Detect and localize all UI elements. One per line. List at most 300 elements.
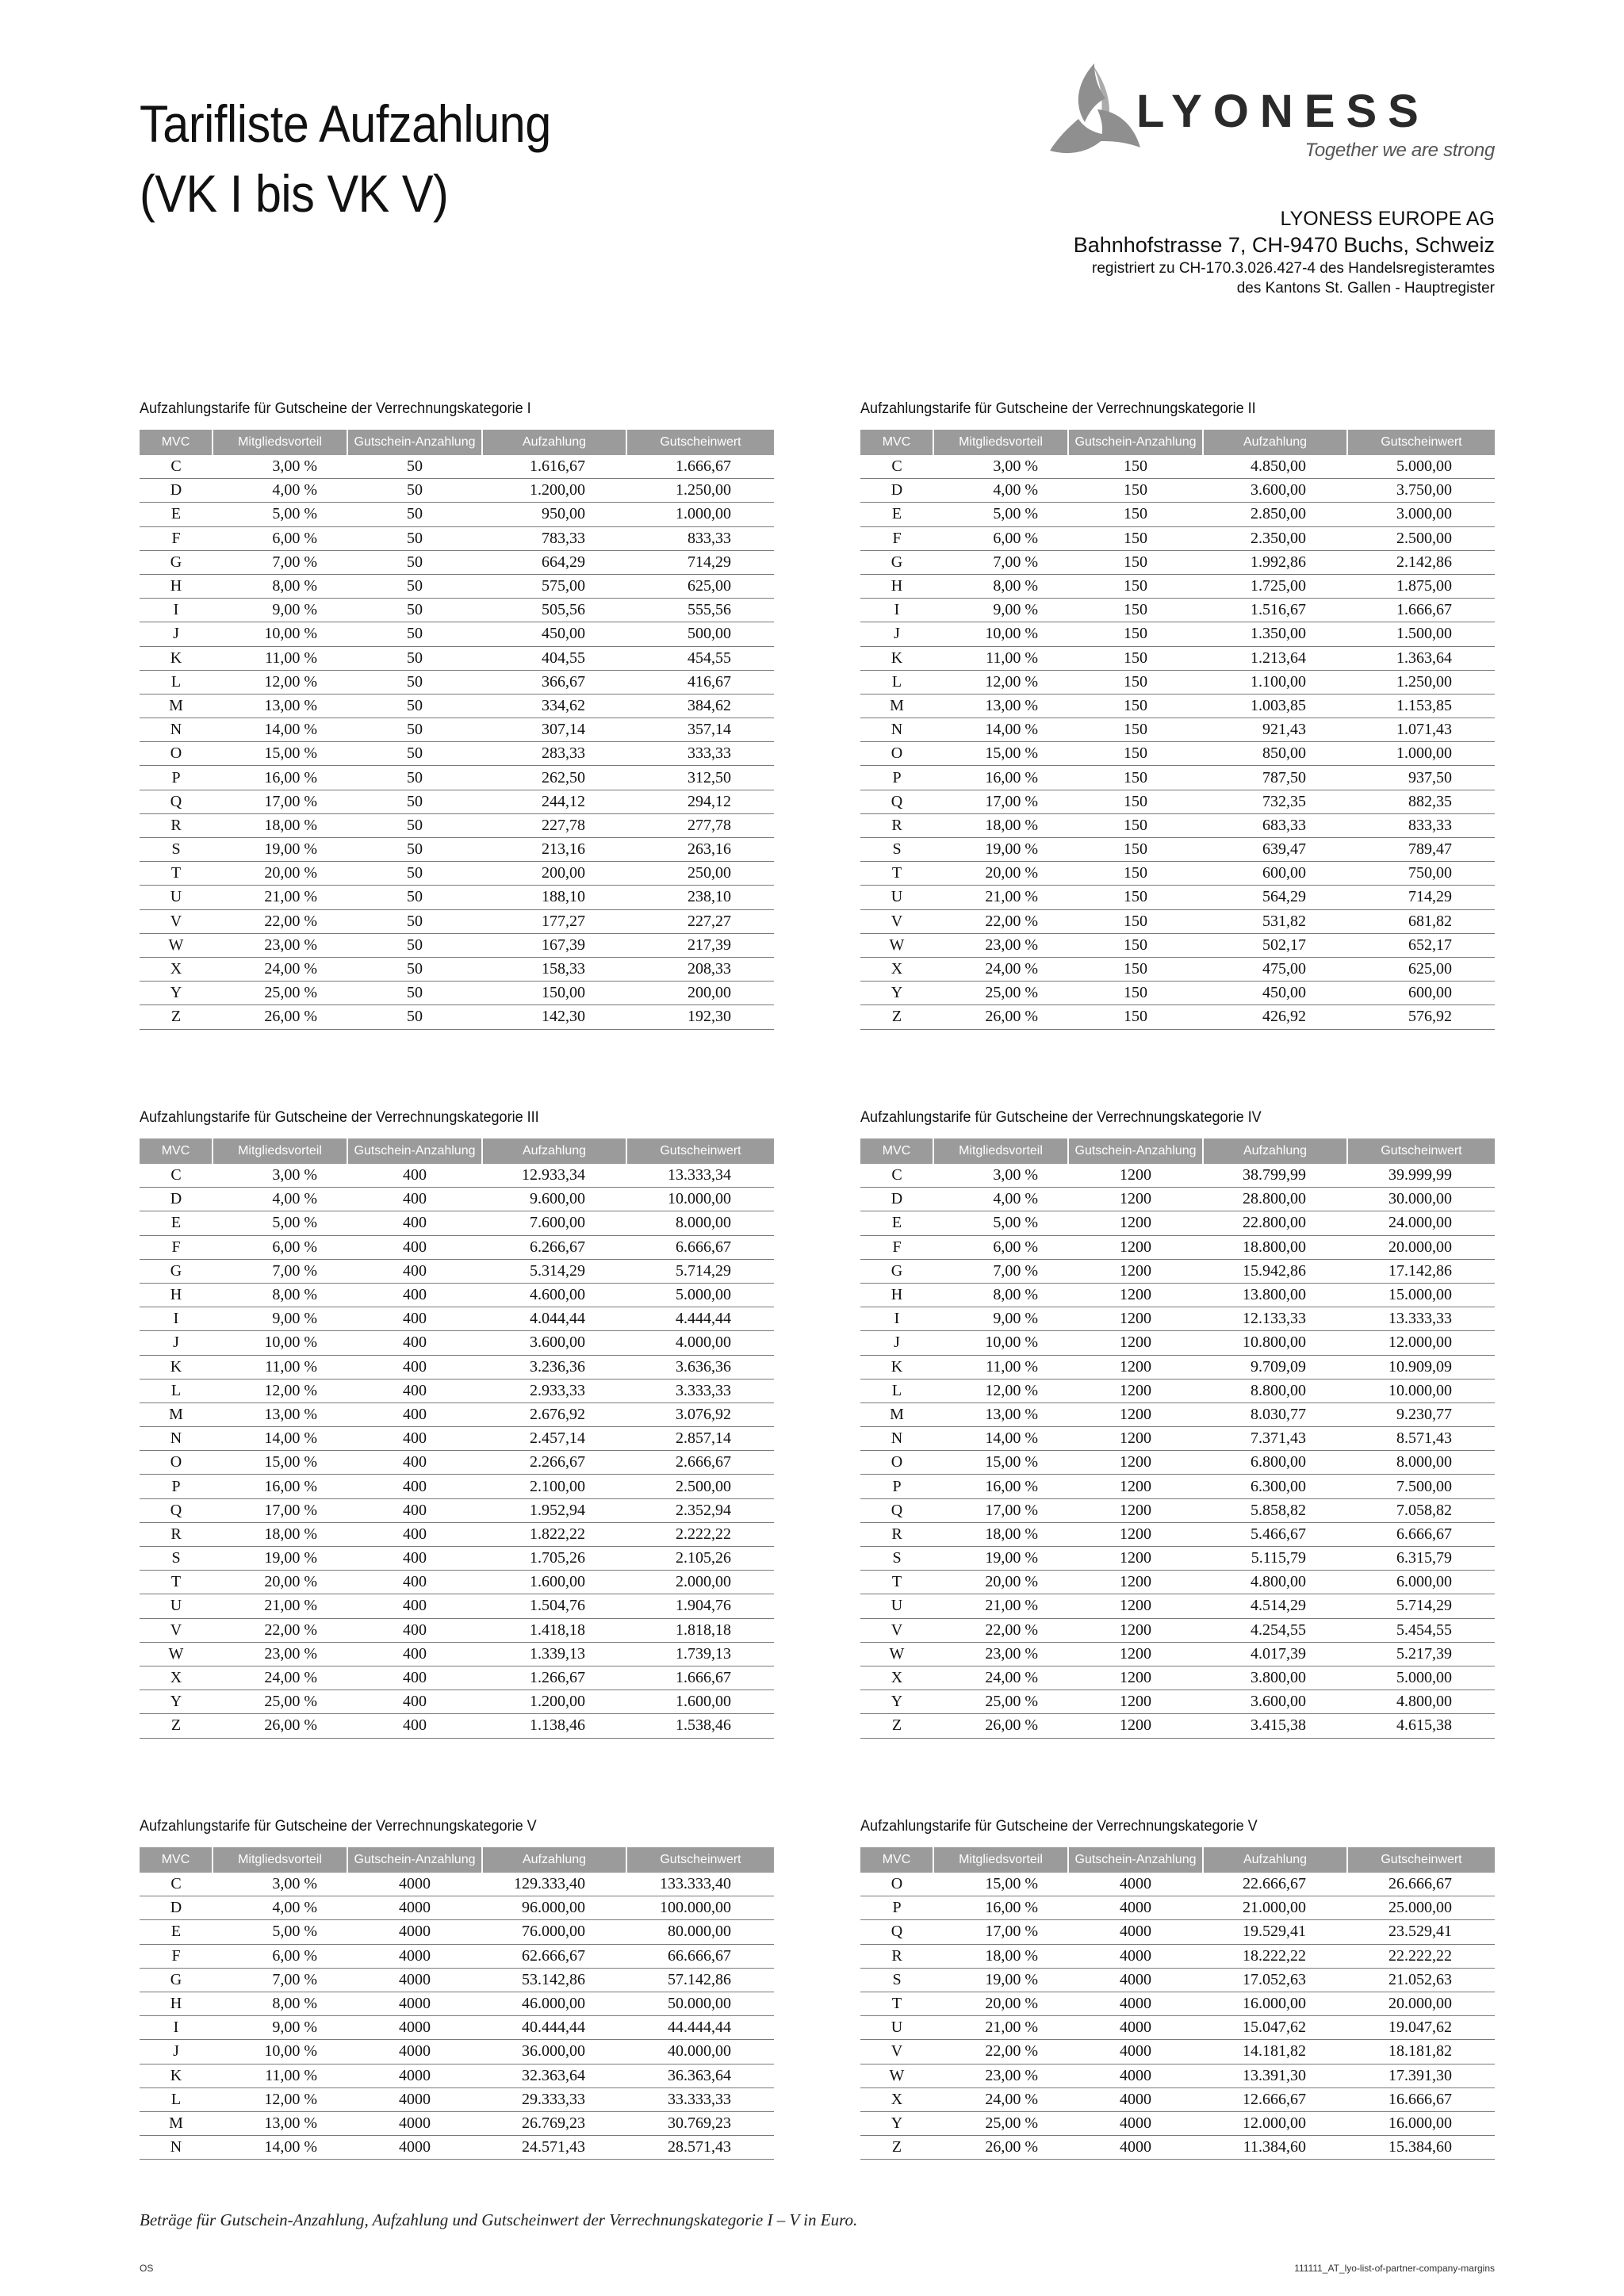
cell-gutschein-anzahlung: 50 xyxy=(347,479,482,503)
cell-gutschein-anzahlung: 4000 xyxy=(347,1873,482,1896)
table-row xyxy=(860,1164,1495,1188)
cell-mitgliedsvorteil: 26,00 % xyxy=(933,1714,1068,1738)
column-header-gutschein-anzahlung: Gutschein-Anzahlung xyxy=(347,1138,482,1164)
cell-gutscheinwert: 10.000,00 xyxy=(626,1188,774,1211)
cell-gutschein-anzahlung: 1200 xyxy=(1068,1211,1203,1235)
cell-gutschein-anzahlung: 50 xyxy=(347,718,482,742)
table-row xyxy=(860,1355,1495,1379)
cell-mvc: W xyxy=(140,933,213,957)
cell-aufzahlung: 950,00 xyxy=(482,503,626,526)
table-row xyxy=(860,455,1495,479)
table-row xyxy=(140,2111,774,2135)
cell-gutschein-anzahlung: 150 xyxy=(1068,479,1203,503)
cell-aufzahlung: 5.466,67 xyxy=(1203,1522,1347,1546)
column-header-mvc: MVC xyxy=(140,1138,213,1164)
cell-mvc: S xyxy=(860,838,933,862)
table-row xyxy=(140,909,774,933)
cell-gutscheinwert: 15.000,00 xyxy=(1347,1283,1495,1307)
cell-gutscheinwert: 57.142,86 xyxy=(626,1968,774,1992)
cell-aufzahlung: 1.200,00 xyxy=(482,479,626,503)
cell-mitgliedsvorteil: 11,00 % xyxy=(933,1355,1068,1379)
table-row xyxy=(140,526,774,550)
cell-mitgliedsvorteil: 3,00 % xyxy=(933,1164,1068,1188)
column-header-gutschein-anzahlung: Gutschein-Anzahlung xyxy=(1068,1138,1203,1164)
cell-gutscheinwert: 2.352,94 xyxy=(626,1498,774,1522)
cell-gutscheinwert: 26.666,67 xyxy=(1347,1873,1495,1896)
table-row xyxy=(860,599,1495,622)
cell-mitgliedsvorteil: 9,00 % xyxy=(213,2016,347,2040)
cell-gutschein-anzahlung: 4000 xyxy=(347,2087,482,2111)
cell-mitgliedsvorteil: 16,00 % xyxy=(213,766,347,790)
cell-gutschein-anzahlung: 400 xyxy=(347,1451,482,1475)
cell-mitgliedsvorteil: 8,00 % xyxy=(213,1283,347,1307)
cell-mitgliedsvorteil: 15,00 % xyxy=(933,1451,1068,1475)
cell-mitgliedsvorteil: 16,00 % xyxy=(933,1896,1068,1920)
cell-gutschein-anzahlung: 50 xyxy=(347,574,482,598)
cell-gutschein-anzahlung: 150 xyxy=(1068,503,1203,526)
cell-mvc: Q xyxy=(860,790,933,813)
cell-mvc: T xyxy=(860,862,933,886)
cell-mitgliedsvorteil: 4,00 % xyxy=(213,1188,347,1211)
cell-mitgliedsvorteil: 3,00 % xyxy=(213,1873,347,1896)
cell-aufzahlung: 1.725,00 xyxy=(1203,574,1347,598)
table-header-row xyxy=(140,1847,774,1873)
cell-mvc: V xyxy=(860,1618,933,1642)
cell-aufzahlung: 188,10 xyxy=(482,886,626,909)
table-row xyxy=(140,1402,774,1426)
cell-mitgliedsvorteil: 25,00 % xyxy=(213,982,347,1005)
cell-mitgliedsvorteil: 10,00 % xyxy=(213,1331,347,1355)
cell-mitgliedsvorteil: 4,00 % xyxy=(213,1896,347,1920)
cell-gutscheinwert: 1.600,00 xyxy=(626,1690,774,1714)
column-header-aufzahlung: Aufzahlung xyxy=(1203,1138,1347,1164)
cell-mitgliedsvorteil: 16,00 % xyxy=(213,1475,347,1498)
cell-mitgliedsvorteil: 6,00 % xyxy=(213,1235,347,1259)
cell-mvc: N xyxy=(860,1427,933,1451)
table-row xyxy=(140,1594,774,1618)
cell-gutschein-anzahlung: 150 xyxy=(1068,526,1203,550)
table-row xyxy=(860,574,1495,598)
cell-gutscheinwert: 2.666,67 xyxy=(626,1451,774,1475)
cell-aufzahlung: 11.384,60 xyxy=(1203,2136,1347,2160)
cell-aufzahlung: 1.504,76 xyxy=(482,1594,626,1618)
cell-mvc: L xyxy=(140,1379,213,1402)
cell-aufzahlung: 787,50 xyxy=(1203,766,1347,790)
table-row xyxy=(140,1427,774,1451)
cell-gutscheinwert: 5.000,00 xyxy=(1347,455,1495,479)
cell-aufzahlung: 1.822,22 xyxy=(482,1522,626,1546)
cell-mitgliedsvorteil: 25,00 % xyxy=(933,982,1068,1005)
table-row xyxy=(860,1968,1495,1992)
cell-mvc: X xyxy=(860,1666,933,1689)
table-row xyxy=(860,1211,1495,1235)
cell-aufzahlung: 505,56 xyxy=(482,599,626,622)
cell-gutschein-anzahlung: 4000 xyxy=(347,2111,482,2135)
cell-gutscheinwert: 625,00 xyxy=(1347,957,1495,981)
cell-aufzahlung: 14.181,82 xyxy=(1203,2040,1347,2064)
table-row xyxy=(860,622,1495,646)
cell-mitgliedsvorteil: 9,00 % xyxy=(933,1307,1068,1331)
cell-mvc: O xyxy=(860,1451,933,1475)
cell-gutschein-anzahlung: 50 xyxy=(347,526,482,550)
cell-mvc: G xyxy=(860,550,933,574)
cell-aufzahlung: 2.350,00 xyxy=(1203,526,1347,550)
cell-gutschein-anzahlung: 4000 xyxy=(347,2040,482,2064)
tariff-table xyxy=(860,430,1495,1030)
cell-mvc: K xyxy=(860,1355,933,1379)
cell-mitgliedsvorteil: 15,00 % xyxy=(933,1873,1068,1896)
cell-mitgliedsvorteil: 5,00 % xyxy=(213,1920,347,1944)
cell-gutscheinwert: 1.363,64 xyxy=(1347,646,1495,670)
cell-gutscheinwert: 833,33 xyxy=(1347,813,1495,837)
cell-mvc: S xyxy=(860,1547,933,1571)
cell-gutschein-anzahlung: 1200 xyxy=(1068,1547,1203,1571)
cell-mitgliedsvorteil: 13,00 % xyxy=(213,694,347,718)
cell-gutscheinwert: 3.076,92 xyxy=(626,1402,774,1426)
tariff-table xyxy=(140,430,774,1030)
table-row xyxy=(140,1379,774,1402)
cell-aufzahlung: 1.992,86 xyxy=(1203,550,1347,574)
cell-mitgliedsvorteil: 18,00 % xyxy=(933,813,1068,837)
cell-mitgliedsvorteil: 7,00 % xyxy=(213,1968,347,1992)
cell-gutschein-anzahlung: 50 xyxy=(347,790,482,813)
cell-mvc: J xyxy=(140,622,213,646)
cell-mvc: L xyxy=(860,670,933,694)
cell-aufzahlung: 12.000,00 xyxy=(1203,2111,1347,2135)
cell-aufzahlung: 4.600,00 xyxy=(482,1283,626,1307)
cell-mvc: X xyxy=(140,957,213,981)
cell-gutschein-anzahlung: 50 xyxy=(347,622,482,646)
cell-gutscheinwert: 1.500,00 xyxy=(1347,622,1495,646)
cell-gutschein-anzahlung: 1200 xyxy=(1068,1427,1203,1451)
cell-gutschein-anzahlung: 4000 xyxy=(347,2016,482,2040)
cell-aufzahlung: 10.800,00 xyxy=(1203,1331,1347,1355)
table-row xyxy=(860,982,1495,1005)
cell-mitgliedsvorteil: 3,00 % xyxy=(213,1164,347,1188)
cell-mitgliedsvorteil: 22,00 % xyxy=(933,2040,1068,2064)
cell-aufzahlung: 1.705,26 xyxy=(482,1547,626,1571)
cell-gutscheinwert: 312,50 xyxy=(626,766,774,790)
cell-mvc: M xyxy=(140,694,213,718)
table-row xyxy=(140,1571,774,1594)
cell-mitgliedsvorteil: 17,00 % xyxy=(933,790,1068,813)
cell-mitgliedsvorteil: 15,00 % xyxy=(213,742,347,766)
table-row xyxy=(860,1618,1495,1642)
cell-gutscheinwert: 576,92 xyxy=(1347,1005,1495,1029)
table-row xyxy=(860,1594,1495,1618)
cell-gutscheinwert: 133.333,40 xyxy=(626,1873,774,1896)
cell-gutscheinwert: 17.142,86 xyxy=(1347,1259,1495,1283)
cell-mitgliedsvorteil: 9,00 % xyxy=(933,599,1068,622)
cell-mvc: P xyxy=(860,1475,933,1498)
cell-mitgliedsvorteil: 12,00 % xyxy=(213,670,347,694)
cell-aufzahlung: 8.800,00 xyxy=(1203,1379,1347,1402)
cell-gutschein-anzahlung: 1200 xyxy=(1068,1498,1203,1522)
cell-gutschein-anzahlung: 50 xyxy=(347,599,482,622)
cell-mvc: X xyxy=(860,2087,933,2111)
cell-aufzahlung: 850,00 xyxy=(1203,742,1347,766)
cell-gutschein-anzahlung: 150 xyxy=(1068,766,1203,790)
cell-gutschein-anzahlung: 1200 xyxy=(1068,1307,1203,1331)
cell-aufzahlung: 129.333,40 xyxy=(482,1873,626,1896)
cell-gutscheinwert: 7.058,82 xyxy=(1347,1498,1495,1522)
table-row xyxy=(860,1920,1495,1944)
cell-mvc: E xyxy=(140,503,213,526)
cell-gutschein-anzahlung: 400 xyxy=(347,1498,482,1522)
page-title-line-1: Tarifliste Aufzahlung xyxy=(140,94,551,153)
cell-gutscheinwert: 16.666,67 xyxy=(1347,2087,1495,2111)
cell-aufzahlung: 426,92 xyxy=(1203,1005,1347,1029)
cell-mitgliedsvorteil: 10,00 % xyxy=(213,622,347,646)
cell-gutscheinwert: 555,56 xyxy=(626,599,774,622)
cell-mvc: G xyxy=(140,1968,213,1992)
cell-mitgliedsvorteil: 8,00 % xyxy=(933,1283,1068,1307)
cell-mitgliedsvorteil: 7,00 % xyxy=(213,550,347,574)
cell-aufzahlung: 4.254,55 xyxy=(1203,1618,1347,1642)
table-row xyxy=(140,2016,774,2040)
company-address: Bahnhofstrasse 7, CH-9470 Buchs, Schweiz xyxy=(1073,233,1495,257)
cell-gutscheinwert: 277,78 xyxy=(626,813,774,837)
table-row xyxy=(140,813,774,837)
column-header-aufzahlung: Aufzahlung xyxy=(1203,1847,1347,1873)
cell-gutscheinwert: 357,14 xyxy=(626,718,774,742)
table-row xyxy=(860,1379,1495,1402)
table-row xyxy=(860,1522,1495,1546)
cell-gutscheinwert: 66.666,67 xyxy=(626,1944,774,1968)
cell-mitgliedsvorteil: 21,00 % xyxy=(933,886,1068,909)
cell-mitgliedsvorteil: 7,00 % xyxy=(933,1259,1068,1283)
cell-gutschein-anzahlung: 400 xyxy=(347,1402,482,1426)
cell-mvc: H xyxy=(860,1283,933,1307)
column-header-mitgliedsvorteil: Mitgliedsvorteil xyxy=(213,1847,347,1873)
cell-gutschein-anzahlung: 4000 xyxy=(1068,2064,1203,2087)
tariff-table xyxy=(140,1847,774,2160)
cell-aufzahlung: 6.266,67 xyxy=(482,1235,626,1259)
column-header-gutschein-anzahlung: Gutschein-Anzahlung xyxy=(1068,430,1203,455)
cell-mitgliedsvorteil: 24,00 % xyxy=(213,957,347,981)
cell-aufzahlung: 38.799,99 xyxy=(1203,1164,1347,1188)
table-row xyxy=(140,1188,774,1211)
table-row xyxy=(860,1571,1495,1594)
cell-gutschein-anzahlung: 4000 xyxy=(1068,2136,1203,2160)
cell-gutschein-anzahlung: 150 xyxy=(1068,694,1203,718)
table-row xyxy=(860,2040,1495,2064)
cell-aufzahlung: 664,29 xyxy=(482,550,626,574)
cell-aufzahlung: 3.600,00 xyxy=(482,1331,626,1355)
cell-mvc: Z xyxy=(860,1714,933,1738)
cell-gutschein-anzahlung: 400 xyxy=(347,1283,482,1307)
cell-mitgliedsvorteil: 20,00 % xyxy=(933,1571,1068,1594)
cell-aufzahlung: 4.800,00 xyxy=(1203,1571,1347,1594)
tariff-section-vk5-part1 xyxy=(140,1817,774,2160)
cell-gutscheinwert: 80.000,00 xyxy=(626,1920,774,1944)
cell-gutscheinwert: 5.000,00 xyxy=(626,1283,774,1307)
table-row xyxy=(860,1690,1495,1714)
cell-mvc: N xyxy=(860,718,933,742)
table-row xyxy=(140,1451,774,1475)
cell-gutscheinwert: 5.714,29 xyxy=(626,1259,774,1283)
cell-gutscheinwert: 714,29 xyxy=(626,550,774,574)
cell-gutschein-anzahlung: 1200 xyxy=(1068,1666,1203,1689)
cell-gutschein-anzahlung: 150 xyxy=(1068,957,1203,981)
cell-mitgliedsvorteil: 19,00 % xyxy=(933,838,1068,862)
cell-aufzahlung: 783,33 xyxy=(482,526,626,550)
cell-mitgliedsvorteil: 13,00 % xyxy=(213,2111,347,2135)
cell-gutscheinwert: 789,47 xyxy=(1347,838,1495,862)
cell-mvc: P xyxy=(140,766,213,790)
cell-mitgliedsvorteil: 8,00 % xyxy=(933,574,1068,598)
table-row xyxy=(140,503,774,526)
cell-mitgliedsvorteil: 10,00 % xyxy=(933,1331,1068,1355)
table-row xyxy=(860,2064,1495,2087)
table-row xyxy=(860,1188,1495,1211)
cell-aufzahlung: 1.350,00 xyxy=(1203,622,1347,646)
cell-mvc: E xyxy=(140,1211,213,1235)
cell-mvc: T xyxy=(860,1992,933,2015)
table-row xyxy=(860,766,1495,790)
cell-gutscheinwert: 24.000,00 xyxy=(1347,1211,1495,1235)
cell-mvc: O xyxy=(860,1873,933,1896)
footer-note: Beträge für Gutschein-Anzahlung, Aufzahlung und Gutscheinwert der Verrechnungskategorie I – V in Euro. xyxy=(140,2210,858,2229)
cell-gutschein-anzahlung: 150 xyxy=(1068,790,1203,813)
table-row xyxy=(860,1307,1495,1331)
cell-gutschein-anzahlung: 150 xyxy=(1068,646,1203,670)
section-caption: Aufzahlungstarife für Gutscheine der Verrechnungskategorie III xyxy=(140,1109,539,1126)
cell-gutscheinwert: 10.000,00 xyxy=(1347,1379,1495,1402)
cell-mvc: I xyxy=(140,2016,213,2040)
cell-aufzahlung: 283,33 xyxy=(482,742,626,766)
cell-gutscheinwert: 2.857,14 xyxy=(626,1427,774,1451)
cell-mitgliedsvorteil: 24,00 % xyxy=(933,1666,1068,1689)
cell-mitgliedsvorteil: 26,00 % xyxy=(933,2136,1068,2160)
cell-gutscheinwert: 333,33 xyxy=(626,742,774,766)
cell-mvc: Y xyxy=(860,2111,933,2135)
table-row xyxy=(140,1164,774,1188)
table-row xyxy=(860,1498,1495,1522)
cell-mvc: F xyxy=(140,1235,213,1259)
cell-gutschein-anzahlung: 50 xyxy=(347,766,482,790)
cell-gutscheinwert: 33.333,33 xyxy=(626,2087,774,2111)
cell-mvc: K xyxy=(860,646,933,670)
table-row xyxy=(860,1666,1495,1689)
table-header-row xyxy=(860,1847,1495,1873)
cell-aufzahlung: 1.003,85 xyxy=(1203,694,1347,718)
cell-mvc: P xyxy=(860,766,933,790)
cell-gutschein-anzahlung: 1200 xyxy=(1068,1475,1203,1498)
cell-aufzahlung: 18.222,22 xyxy=(1203,1944,1347,1968)
cell-aufzahlung: 450,00 xyxy=(1203,982,1347,1005)
company-register-line-1: registriert zu CH-170.3.026.427-4 des Handelsregisteramtes xyxy=(1092,260,1495,277)
cell-mitgliedsvorteil: 19,00 % xyxy=(213,838,347,862)
cell-mitgliedsvorteil: 23,00 % xyxy=(213,933,347,957)
cell-gutschein-anzahlung: 50 xyxy=(347,886,482,909)
cell-mvc: H xyxy=(860,574,933,598)
cell-gutschein-anzahlung: 400 xyxy=(347,1666,482,1689)
cell-mitgliedsvorteil: 13,00 % xyxy=(213,1402,347,1426)
cell-aufzahlung: 1.266,67 xyxy=(482,1666,626,1689)
cell-mitgliedsvorteil: 22,00 % xyxy=(933,909,1068,933)
cell-mitgliedsvorteil: 11,00 % xyxy=(213,646,347,670)
table-row xyxy=(860,1475,1495,1498)
cell-gutscheinwert: 22.222,22 xyxy=(1347,1944,1495,1968)
table-row xyxy=(860,1402,1495,1426)
cell-mvc: G xyxy=(140,550,213,574)
table-header-row xyxy=(140,430,774,455)
cell-aufzahlung: 167,39 xyxy=(482,933,626,957)
table-row xyxy=(860,694,1495,718)
cell-aufzahlung: 564,29 xyxy=(1203,886,1347,909)
cell-mvc: X xyxy=(140,1666,213,1689)
cell-mvc: M xyxy=(860,694,933,718)
cell-aufzahlung: 3.600,00 xyxy=(1203,1690,1347,1714)
section-caption: Aufzahlungstarife für Gutscheine der Verrechnungskategorie V xyxy=(860,1818,1258,1835)
column-header-gutscheinwert: Gutscheinwert xyxy=(626,1847,774,1873)
cell-aufzahlung: 62.666,67 xyxy=(482,1944,626,1968)
table-row xyxy=(140,2136,774,2160)
cell-mitgliedsvorteil: 21,00 % xyxy=(933,2016,1068,2040)
cell-mvc: L xyxy=(860,1379,933,1402)
cell-mvc: M xyxy=(140,1402,213,1426)
cell-mitgliedsvorteil: 17,00 % xyxy=(933,1498,1068,1522)
cell-mitgliedsvorteil: 4,00 % xyxy=(933,479,1068,503)
cell-mvc: O xyxy=(140,1451,213,1475)
cell-aufzahlung: 26.769,23 xyxy=(482,2111,626,2135)
table-row xyxy=(860,838,1495,862)
cell-mvc: E xyxy=(860,503,933,526)
cell-gutscheinwert: 192,30 xyxy=(626,1005,774,1029)
cell-aufzahlung: 639,47 xyxy=(1203,838,1347,862)
page-title xyxy=(140,89,551,228)
cell-mvc: V xyxy=(140,1618,213,1642)
cell-mitgliedsvorteil: 8,00 % xyxy=(213,574,347,598)
cell-mvc: K xyxy=(140,646,213,670)
cell-gutscheinwert: 294,12 xyxy=(626,790,774,813)
cell-gutschein-anzahlung: 50 xyxy=(347,503,482,526)
table-row xyxy=(140,933,774,957)
cell-mitgliedsvorteil: 6,00 % xyxy=(213,1944,347,1968)
cell-mvc: Z xyxy=(860,1005,933,1029)
cell-aufzahlung: 5.858,82 xyxy=(1203,1498,1347,1522)
cell-mitgliedsvorteil: 18,00 % xyxy=(213,1522,347,1546)
cell-gutscheinwert: 1.739,13 xyxy=(626,1642,774,1666)
table-row xyxy=(860,1642,1495,1666)
cell-mvc: R xyxy=(860,1522,933,1546)
table-row xyxy=(860,479,1495,503)
cell-gutscheinwert: 750,00 xyxy=(1347,862,1495,886)
cell-gutschein-anzahlung: 400 xyxy=(347,1331,482,1355)
column-header-mitgliedsvorteil: Mitgliedsvorteil xyxy=(933,430,1068,455)
cell-mitgliedsvorteil: 7,00 % xyxy=(933,550,1068,574)
table-row xyxy=(140,718,774,742)
cell-gutschein-anzahlung: 50 xyxy=(347,455,482,479)
cell-mitgliedsvorteil: 5,00 % xyxy=(933,503,1068,526)
cell-gutschein-anzahlung: 1200 xyxy=(1068,1235,1203,1259)
cell-gutscheinwert: 4.615,38 xyxy=(1347,1714,1495,1738)
cell-gutschein-anzahlung: 1200 xyxy=(1068,1259,1203,1283)
cell-mitgliedsvorteil: 23,00 % xyxy=(213,1642,347,1666)
cell-mvc: Z xyxy=(140,1714,213,1738)
table-row xyxy=(140,1666,774,1689)
cell-mvc: T xyxy=(140,862,213,886)
cell-mvc: H xyxy=(140,1992,213,2015)
cell-aufzahlung: 227,78 xyxy=(482,813,626,837)
cell-gutschein-anzahlung: 50 xyxy=(347,838,482,862)
table-row xyxy=(140,886,774,909)
cell-gutscheinwert: 21.052,63 xyxy=(1347,1968,1495,1992)
cell-mvc: S xyxy=(140,1547,213,1571)
cell-aufzahlung: 158,33 xyxy=(482,957,626,981)
cell-gutschein-anzahlung: 50 xyxy=(347,933,482,957)
